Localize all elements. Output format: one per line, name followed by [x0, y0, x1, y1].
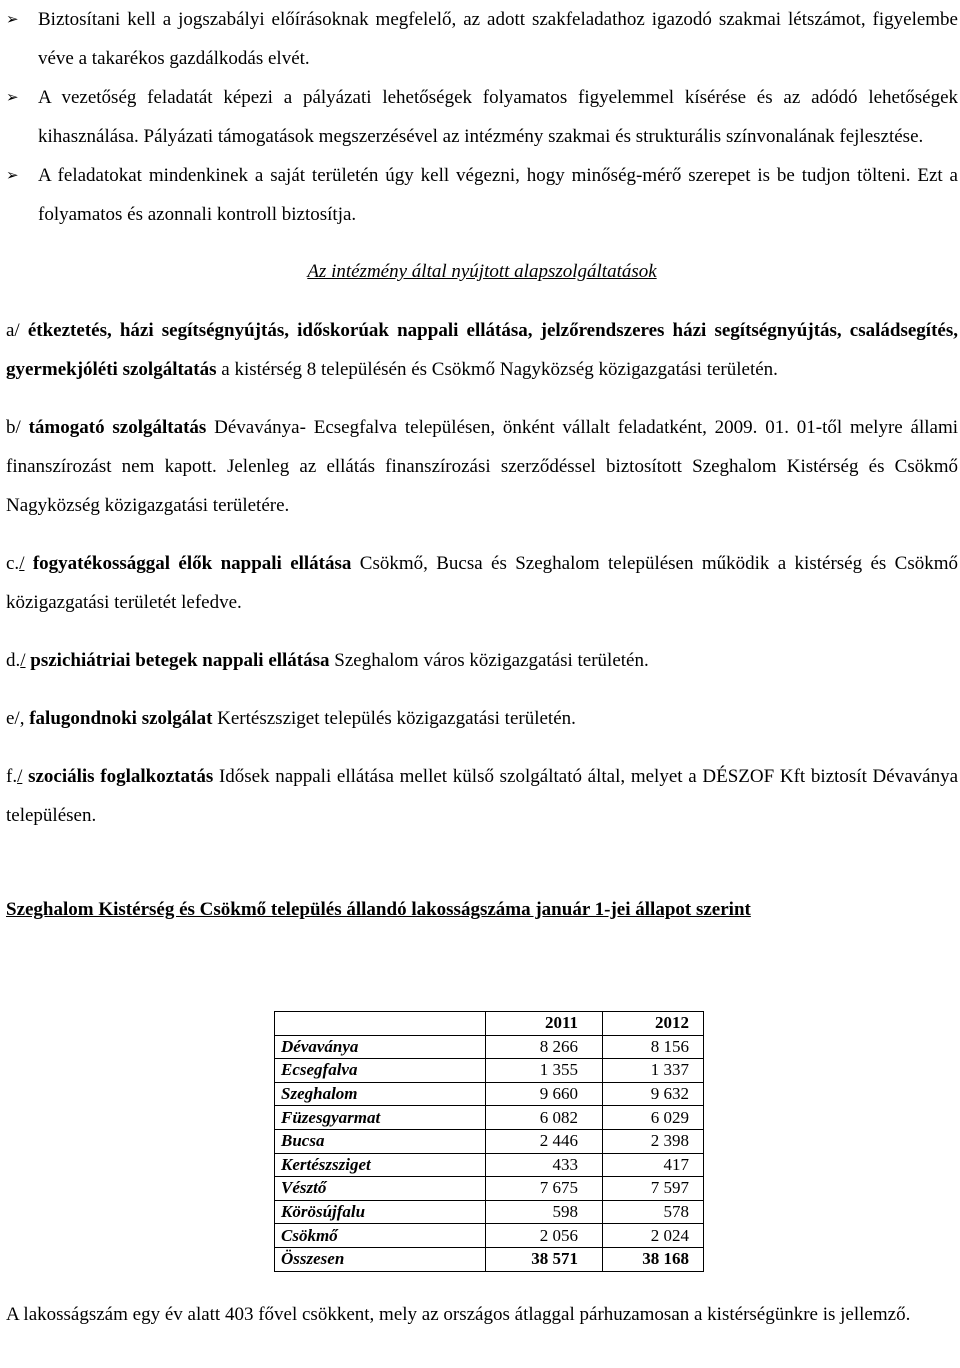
population-2011: 7 675 — [486, 1177, 603, 1201]
service-d — [6, 641, 958, 680]
population-2012: 2 024 — [603, 1224, 704, 1248]
population-2011: 6 082 — [486, 1106, 603, 1130]
bullet-text: A vezetőség feladatát képezi a pályázati lehetőségek folyamatos figyelemmel kísérése és az adódó lehetőségek kihasználása. Pályázati támogatások megszerzésével az intézmény szakmai és strukturális színvonalának fejlesztése. — [38, 87, 958, 147]
bullet-text: Biztosítani kell a jogszabályi előírásoknak megfelelő, az adott szakfeladathoz igazodó szakmai létszámot, figyelembe véve a takarékos gazdálkodás elvét. — [38, 9, 958, 69]
service-f-rest: Idősek nappali ellátása mellet külső szolgáltató által, melyet a DÉSZOF Kft biztosít Dévaványa településen. — [6, 766, 959, 826]
service-b-rest: Dévaványa- Ecsegfalva településen, önként vállalt feladatként, 2009. 01. 01-től melyre állami finanszírozást nem kapott. Jelenleg az ellátás finanszírozási szerződéssel biztosított Szeghalom Kistérség és Csökmő Nagyközség közigazgatási területére. — [6, 417, 959, 516]
service-e-bold: falugondnoki szolgálat — [29, 708, 213, 729]
population-2011: 8 266 — [486, 1035, 603, 1059]
population-2011: 9 660 — [486, 1082, 603, 1106]
settlement-name: Ecsegfalva — [275, 1059, 486, 1083]
service-d-prefix: d. — [6, 650, 21, 671]
table-row — [275, 1177, 704, 1201]
total-2012: 38 168 — [603, 1247, 704, 1271]
population-2012: 1 337 — [603, 1059, 704, 1083]
table-row — [275, 1224, 704, 1248]
service-a-rest: a kistérség 8 településén és Csökmő Nagyközség közigazgatási területén. — [221, 359, 778, 380]
population-2011: 2 446 — [486, 1129, 603, 1153]
bullet-item — [6, 156, 958, 234]
services-heading: Az intézmény által nyújtott alapszolgáltatások — [307, 261, 657, 282]
service-c-prefix: c. — [6, 553, 20, 574]
bullet-item — [6, 78, 958, 156]
table-row — [275, 1059, 704, 1083]
table-row — [275, 1106, 704, 1130]
population-2012: 2 398 — [603, 1129, 704, 1153]
population-2012: 417 — [603, 1153, 704, 1177]
table-header-row — [275, 1012, 704, 1036]
population-2012: 8 156 — [603, 1035, 704, 1059]
table-header-cell — [275, 1012, 486, 1036]
service-f-prefix: f. — [6, 766, 18, 787]
settlement-name: Kertészsziget — [275, 1153, 486, 1177]
table-row — [275, 1200, 704, 1224]
population-2012: 6 029 — [603, 1106, 704, 1130]
total-label: Összesen — [275, 1247, 486, 1271]
table-header-cell: 2011 — [486, 1012, 603, 1036]
settlement-name: Körösújfalu — [275, 1200, 486, 1224]
population-2012: 7 597 — [603, 1177, 704, 1201]
population-table — [274, 1011, 704, 1272]
service-d-slash: / — [20, 650, 26, 671]
settlement-name: Szeghalom — [275, 1082, 486, 1106]
settlement-name: Csökmő — [275, 1224, 486, 1248]
population-heading: Szeghalom Kistérség és Csökmő település állandó lakosságszáma január 1-jei állapot szerint — [6, 899, 751, 920]
bullet-item — [6, 0, 958, 78]
arrowhead-bullet-icon: ➢ — [6, 166, 19, 184]
service-e-prefix: e/, — [6, 708, 25, 729]
service-f-bold: szociális foglalkoztatás — [28, 766, 214, 787]
service-e-rest: Kertészsziget település közigazgatási területén. — [217, 708, 576, 729]
settlement-name: Bucsa — [275, 1129, 486, 1153]
service-c-bold: fogyatékossággal élők nappali ellátása — [32, 553, 352, 574]
population-2012: 578 — [603, 1200, 704, 1224]
table-row — [275, 1153, 704, 1177]
arrowhead-bullet-icon: ➢ — [6, 88, 19, 106]
table-row — [275, 1129, 704, 1153]
service-c-slash: / — [19, 553, 25, 574]
population-2011: 433 — [486, 1153, 603, 1177]
service-b-prefix: b/ — [6, 417, 21, 438]
table-row — [275, 1082, 704, 1106]
population-2011: 1 355 — [486, 1059, 603, 1083]
service-b-bold: támogató szolgáltatás — [28, 417, 207, 438]
service-a — [6, 311, 958, 389]
service-c-rest: Csökmő, Bucsa és Szeghalom településen működik a kistérség és Csökmő közigazgatási területét lefedve. — [6, 553, 959, 613]
table-header-cell: 2012 — [603, 1012, 704, 1036]
population-2012: 9 632 — [603, 1082, 704, 1106]
settlement-name: Dévaványa — [275, 1035, 486, 1059]
service-e — [6, 699, 958, 738]
service-c — [6, 544, 958, 622]
bullet-text: A feladatokat mindenkinek a saját területén úgy kell végezni, hogy minőség-mérő szerepet is be tudjon tölteni. Ezt a folyamatos és azonnali kontroll biztosítja. — [38, 165, 958, 225]
service-f-slash: / — [17, 766, 23, 787]
service-d-rest: Szeghalom város közigazgatási területén. — [334, 650, 649, 671]
settlement-name: Füzesgyarmat — [275, 1106, 486, 1130]
service-f — [6, 757, 958, 835]
service-b — [6, 408, 958, 525]
population-2011: 598 — [486, 1200, 603, 1224]
document-page — [6, 0, 958, 925]
service-a-prefix: a/ — [6, 320, 20, 341]
service-a-bold: étkeztetés, házi segítségnyújtás, időskorúak nappali ellátása, jelzőrendszeres házi segítségnyújtás, családsegítés, gyermekjóléti szolgáltatás — [6, 320, 958, 380]
table-total-row — [275, 1247, 704, 1271]
closing-paragraph: A lakosságszám egy év alatt 403 fővel csökkent, mely az országos átlaggal párhuzamosan a kistérségünkre is jellemző. — [6, 1304, 911, 1325]
population-2011: 2 056 — [486, 1224, 603, 1248]
settlement-name: Vésztő — [275, 1177, 486, 1201]
table-row — [275, 1035, 704, 1059]
service-d-bold: pszichiátriai betegek nappali ellátása — [30, 650, 330, 671]
arrowhead-bullet-icon: ➢ — [6, 10, 19, 28]
total-2011: 38 571 — [486, 1247, 603, 1271]
